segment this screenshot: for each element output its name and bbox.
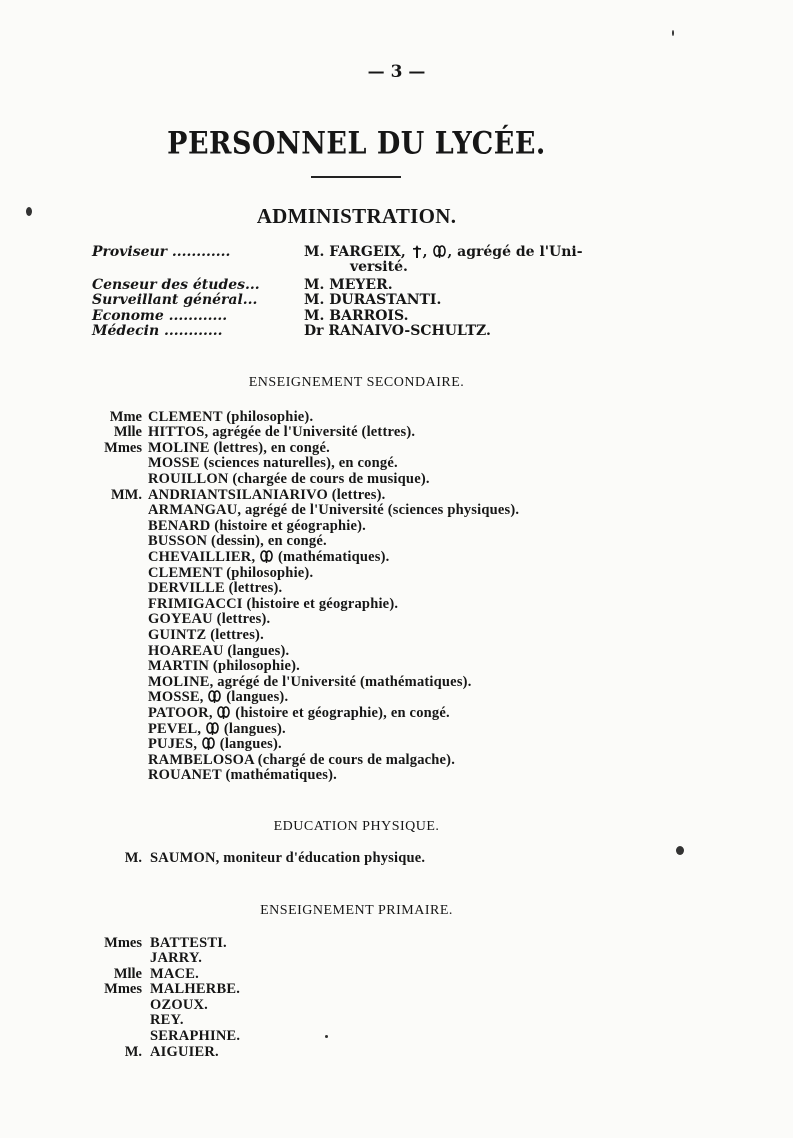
staff-entry: GOYEAU (lettres). <box>148 611 271 627</box>
staff-entry: AIGUIER. <box>150 1044 219 1060</box>
staff-entry: MACE. <box>150 966 199 982</box>
staff-name: CHEVAILLIER, <box>148 549 256 565</box>
admin-row-censeur <box>0 278 793 293</box>
title-prefix: Mmes <box>104 935 142 951</box>
staff-name: MOSSE, <box>148 689 204 705</box>
admin-label: Médecin ............ <box>92 323 223 339</box>
admin-row-proviseur <box>0 245 793 260</box>
staff-entry: ARMANGAU, agrégé de l'Université (sciences physiques). <box>148 502 520 518</box>
staff-name: PEVEL, <box>148 721 202 737</box>
staff-entry: OZOUX. <box>150 997 208 1013</box>
staff-entry: HITTOS, agrégée de l'Université (lettres). <box>148 424 416 440</box>
staff-detail: (mathématiques). <box>277 549 390 565</box>
secondaire-heading: ENSEIGNEMENT SECONDAIRE. <box>248 375 465 390</box>
staff-entry: MARTIN (philosophie). <box>148 658 300 674</box>
title-prefix: Mme <box>109 409 142 425</box>
staff-entry: SERAPHINE. <box>150 1028 241 1044</box>
admin-label: Proviseur ............ <box>92 244 231 260</box>
staff-entry: ANDRIANTSILANIARIVO (lettres). <box>148 487 386 503</box>
staff-entry: MOLINE (lettres), en congé. <box>148 440 330 456</box>
page-number: — 3 — <box>367 62 426 82</box>
staff-entry: DERVILLE (lettres). <box>148 580 283 596</box>
title-prefix: M. <box>124 1044 142 1060</box>
staff-entry: RAMBELOSOA (chargé de cours de malgache). <box>148 752 456 768</box>
title-prefix: Mlle <box>113 424 142 440</box>
staff-entry: JARRY. <box>150 950 203 966</box>
scan-speck <box>325 1035 328 1038</box>
admin-value: M. MEYER. <box>304 277 393 293</box>
title-prefix: M. <box>124 850 142 866</box>
administration-heading: ADMINISTRATION. <box>256 204 457 228</box>
scan-speck <box>26 207 32 216</box>
staff-detail: (langues). <box>219 736 282 752</box>
title-divider <box>311 176 401 178</box>
admin-value-title: agrégé de l'Uni- <box>457 244 583 260</box>
staff-entry: ROUILLON (chargée de cours de musique). <box>148 471 430 487</box>
staff-entry: MALHERBE. <box>150 981 241 997</box>
admin-label: Censeur des études... <box>92 277 260 293</box>
page-title: PERSONNEL DU LYCÉE. <box>167 125 546 162</box>
staff-entry: GUINTZ (lettres). <box>148 627 264 643</box>
admin-value-name: M. FARGEIX, <box>304 244 406 260</box>
staff-name: PATOOR, <box>148 705 213 721</box>
admin-row-econome <box>0 309 793 324</box>
admin-value: Dr RANAIVO-SCHULTZ. <box>304 323 491 339</box>
staff-detail: (histoire et géographie), en congé. <box>235 705 450 721</box>
education-physique-heading: EDUCATION PHYSIQUE. <box>273 819 440 834</box>
staff-entry: BATTESTI. <box>150 935 227 951</box>
title-prefix: Mlle <box>113 966 142 982</box>
admin-row-surveillant <box>0 293 793 308</box>
staff-entry: HOAREAU (langues). <box>148 643 290 659</box>
staff-entry: SAUMON, moniteur d'éducation physique. <box>150 850 426 866</box>
staff-entry: CLEMENT (philosophie). <box>148 565 314 581</box>
admin-value: M. DURASTANTI. <box>304 292 442 308</box>
staff-entry: BUSSON (dessin), en congé. <box>148 533 327 549</box>
staff-entry: REY. <box>150 1012 184 1028</box>
title-prefix: Mmes <box>104 981 142 997</box>
staff-name: PUJES, <box>148 736 198 752</box>
admin-value: M. BARROIS. <box>304 308 409 324</box>
admin-value: M. FARGEIX, , , agrégé de l'Uni- <box>304 244 583 260</box>
staff-detail: (langues). <box>226 689 289 705</box>
scan-speck <box>676 846 684 855</box>
staff-detail: (langues). <box>223 721 286 737</box>
admin-row-continuation <box>0 260 793 275</box>
title-prefix: Mmes <box>104 440 142 456</box>
admin-row-medecin <box>0 324 793 339</box>
staff-entry: FRIMIGACCI (histoire et géographie). <box>148 596 399 612</box>
staff-entry: CLEMENT (philosophie). <box>148 409 314 425</box>
staff-entry: ROUANET (mathématiques). <box>148 767 338 783</box>
staff-entry: MOSSE (sciences naturelles), en congé. <box>148 455 398 471</box>
title-prefix: MM. <box>111 487 142 503</box>
primaire-heading: ENSEIGNEMENT PRIMAIRE. <box>260 903 453 918</box>
scan-speck <box>672 30 674 36</box>
staff-entry: BENARD (histoire et géographie). <box>148 518 366 534</box>
staff-entry: MOLINE, agrégé de l'Université (mathématiques). <box>148 674 472 690</box>
admin-value-continuation: versité. <box>350 259 408 275</box>
admin-label: Econome ............ <box>92 308 228 324</box>
admin-label: Surveillant général... <box>92 292 258 308</box>
